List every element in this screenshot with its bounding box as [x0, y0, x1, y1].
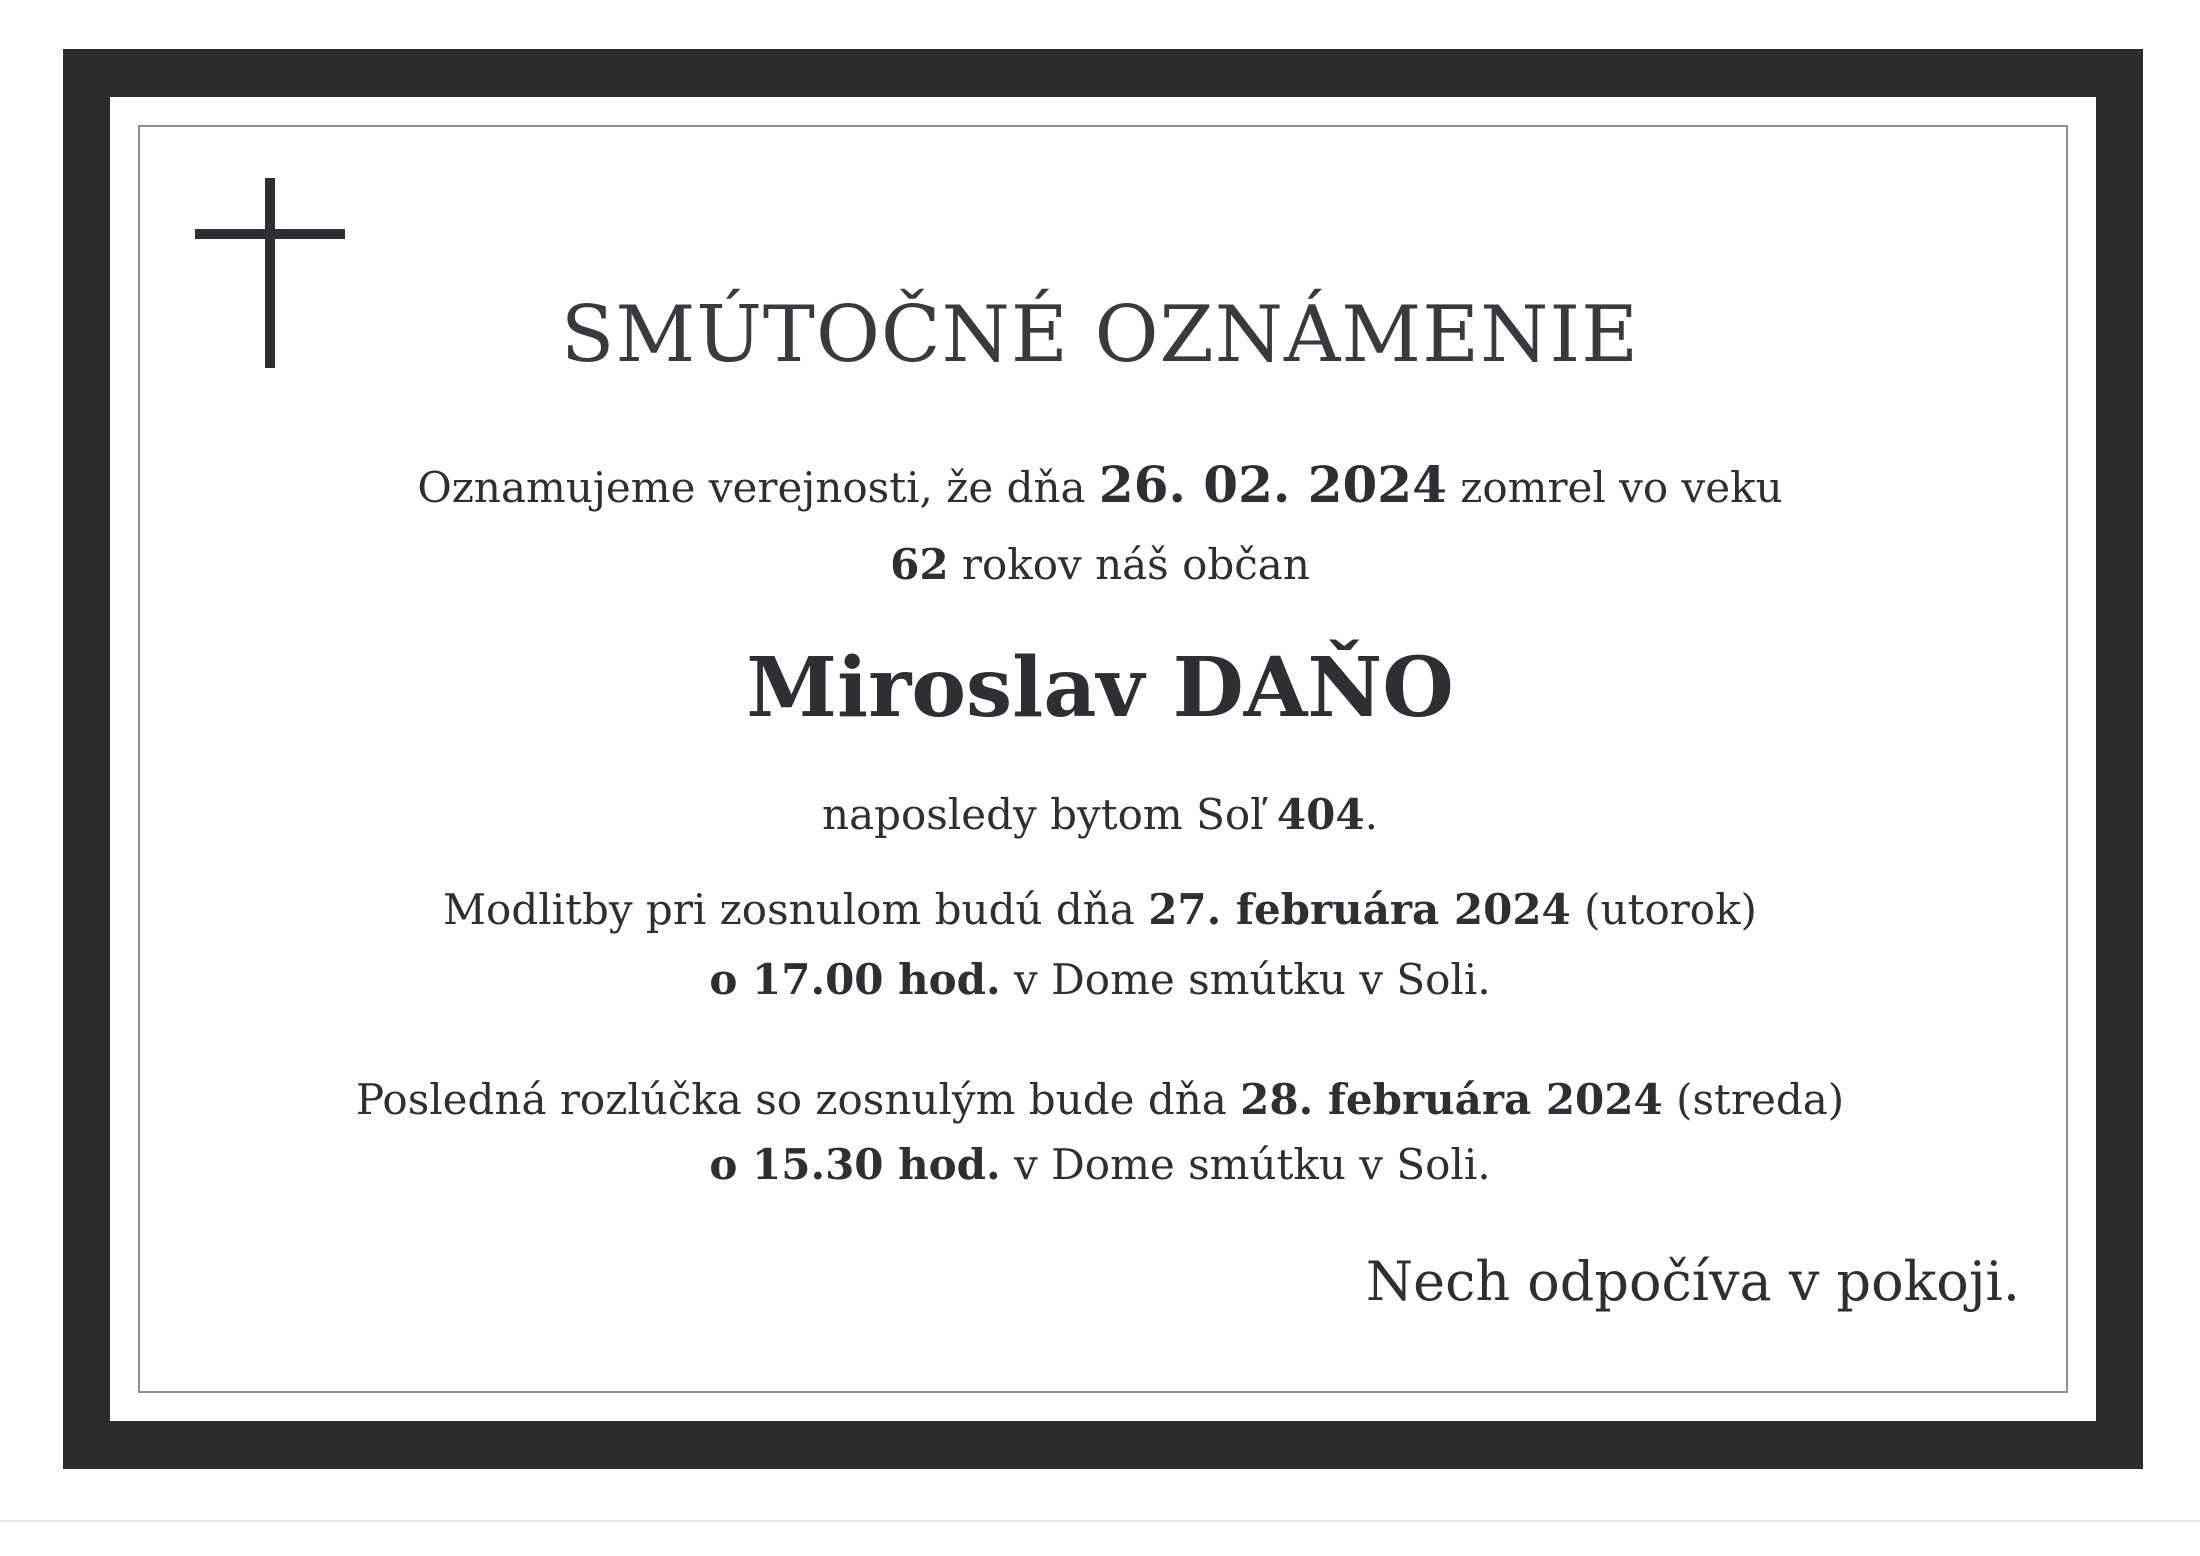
address-line — [0, 790, 2200, 839]
farewell-time-line — [0, 1140, 2200, 1189]
address-text: naposledy bytom Soľ — [822, 790, 1277, 839]
farewell-place: v Dome smútku v Soli. — [1000, 1140, 1491, 1189]
death-date: 26. 02. 2024 — [1098, 455, 1447, 514]
intro-line — [0, 455, 2200, 514]
farewell-before: Posledná rozlúčka so zosnulým bude dňa — [355, 1075, 1241, 1124]
intro-before: Oznamujeme verejnosti, že dňa — [417, 463, 1099, 512]
prayer-line — [0, 885, 2200, 934]
farewell-day: (streda) — [1662, 1075, 1845, 1124]
prayer-time-line — [0, 955, 2200, 1004]
prayer-place: v Dome smútku v Soli. — [1000, 955, 1491, 1004]
age-text: rokov náš občan — [948, 540, 1310, 589]
age-value: 62 — [890, 540, 949, 589]
farewell-time: o 15.30 hod. — [709, 1140, 1001, 1189]
address-end: . — [1364, 790, 1378, 839]
deceased-name: Miroslav DAŇO — [746, 640, 1454, 736]
farewell-line — [0, 1075, 2200, 1124]
prayer-time: o 17.00 hod. — [709, 955, 1001, 1004]
address-number: 404 — [1276, 790, 1365, 839]
closing-phrase: Nech odpočíva v pokoji. — [1365, 1250, 2020, 1313]
farewell-date: 28. februára 2024 — [1240, 1075, 1663, 1124]
page-edge-line — [0, 1520, 2200, 1522]
notice-title: SMÚTOČNÉ OZNÁMENIE — [560, 290, 1640, 380]
prayer-before: Modlitby pri zosnulom budú dňa — [443, 885, 1149, 934]
age-line — [0, 540, 2200, 589]
intro-after: zomrel vo veku — [1446, 463, 1783, 512]
prayer-date: 27. februára 2024 — [1148, 885, 1571, 934]
prayer-day: (utorok) — [1570, 885, 1757, 934]
